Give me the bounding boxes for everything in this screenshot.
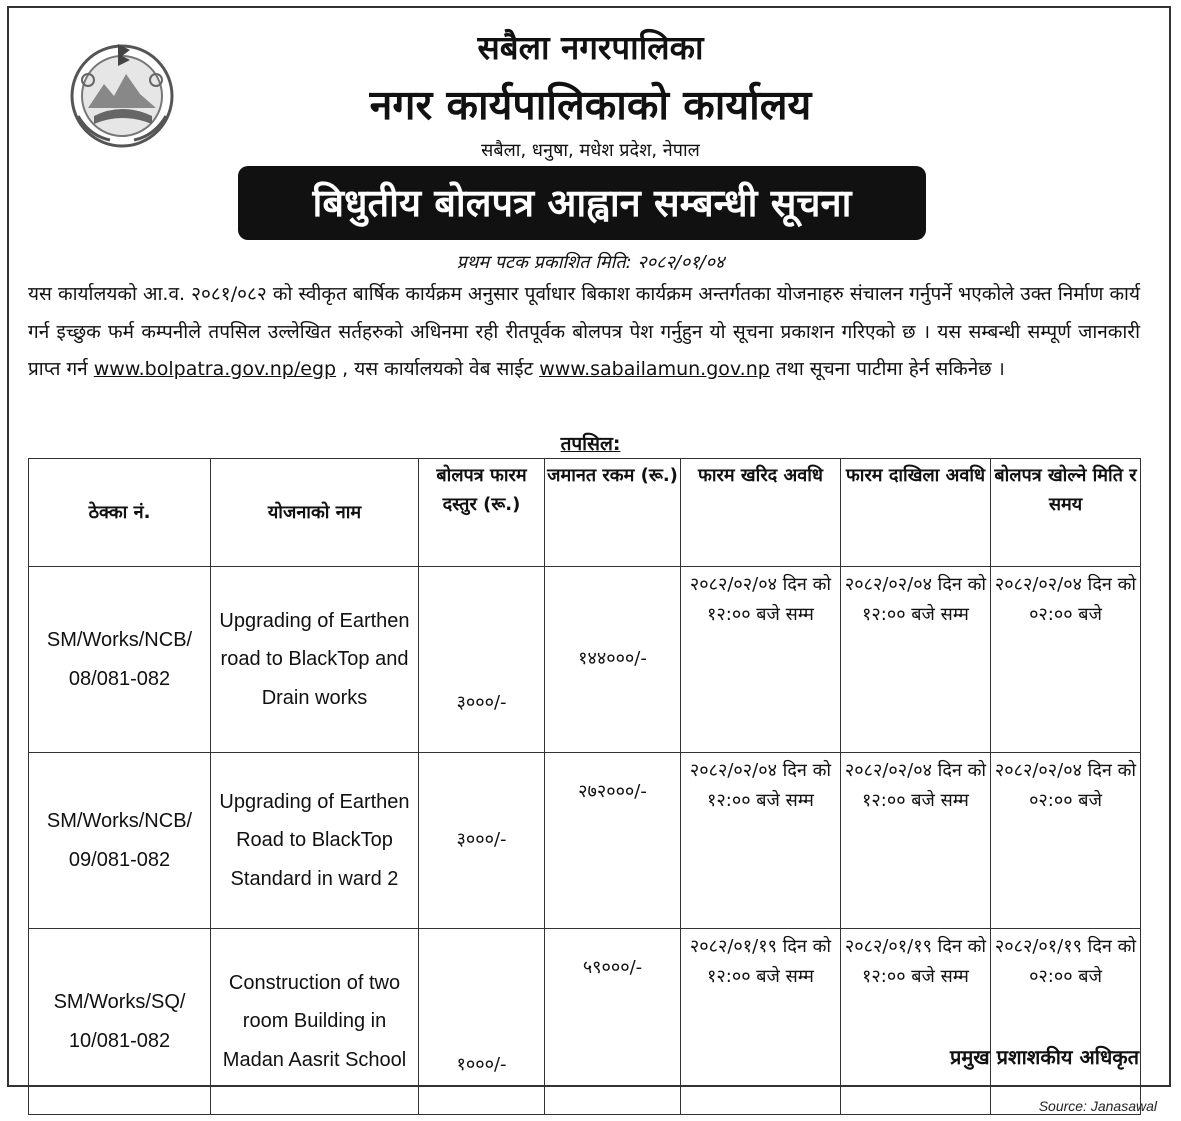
table-row	[29, 567, 1141, 753]
purchase-cell: २०८२/०२/०४ दिन को १२:०० बजे सम्म	[681, 567, 841, 753]
deposit-cell: १४४०००/-	[545, 567, 681, 753]
col-header-submission: फारम दाखिला अवधि	[841, 459, 991, 567]
fee-cell: ३०००/-	[419, 567, 545, 753]
publish-date: प्रथम पटक प्रकाशित मिति: २०८२/०१/०४	[456, 252, 725, 273]
office-address: सबैला, धनुषा, मधेश प्रदेश, नेपाल	[481, 140, 700, 161]
table-header-row	[29, 459, 1141, 567]
purchase-cell: २०८२/०१/१९ दिन को १२:०० बजे सम्म	[681, 929, 841, 1115]
submission-cell: २०८२/०२/०४ दिन को १२:०० बजे सम्म	[841, 753, 991, 929]
col-header-project: योजनाको नाम	[211, 459, 419, 567]
contract-no-cell: SM/Works/NCB/ 09/081-082	[29, 753, 211, 929]
office-name: नगर कार्यपालिकाको कार्यालय	[369, 81, 812, 129]
submission-cell: २०८२/०२/०४ दिन को १२:०० बजे सम्म	[841, 567, 991, 753]
deposit-cell: २७२०००/-	[545, 753, 681, 929]
paragraph-text-2: , यस कार्यालयको वेब साईट	[342, 358, 534, 380]
col-header-purchase: फारम खरिद अवधि	[681, 459, 841, 567]
website-link[interactable]: www.sabailamun.gov.np	[539, 358, 770, 380]
fee-cell: ३०००/-	[419, 753, 545, 929]
opening-cell: २०८२/०२/०४ दिन को ०२:०० बजे	[991, 753, 1141, 929]
project-cell: Construction of two room Building in Madan Aasrit School	[211, 929, 419, 1115]
submission-cell: २०८२/०१/१९ दिन को १२:०० बजे सम्म	[841, 929, 991, 1115]
table-row	[29, 929, 1141, 1115]
municipality-name: सबैला नगरपालिका	[477, 28, 704, 67]
paragraph-text-1: यस कार्यालयको आ.व. २०८१/०८२ को स्वीकृत बार्षिक कार्यक्रम अनुसार पूर्वाधार बिकाश कार्यक्रम अन्तर्गतका योजनाहरु संचालन गर्नुपर्ने भएकोले उक्त निर्माण कार्य गर्न इच्छुक फर्म कम्पनीले तपसिल उल्लेखित सर्तहरुको अधिनमा रही रीतपूर्वक बोलपत्र पेश गर्नुहुन यो सूचना प्रकाशन गरिएको छ । यस सम्बन्धी सम्पूर्ण जानकारी प्राप्त गर्न	[28, 283, 1140, 380]
project-cell: Upgrading of Earthen road to BlackTop and Drain works	[211, 567, 419, 753]
col-header-contract-no: ठेक्का नं.	[29, 459, 211, 567]
table-row	[29, 753, 1141, 929]
signatory: प्रमुख प्रशाशकीय अधिकृत	[949, 1045, 1139, 1069]
purchase-cell: २०८२/०२/०४ दिन को १२:०० बजे सम्म	[681, 753, 841, 929]
fee-cell: १०००/-	[419, 929, 545, 1115]
col-header-fee: बोलपत्र फारम दस्तुर (रू.)	[419, 459, 545, 567]
col-header-deposit: जमानत रकम (रू.)	[545, 459, 681, 567]
notice-title: बिधुतीय बोलपत्र आह्वान सम्बन्धी सूचना	[238, 166, 926, 240]
opening-cell: २०८२/०१/१९ दिन को ०२:०० बजे	[991, 929, 1141, 1115]
contract-no-cell: SM/Works/SQ/ 10/081-082	[29, 929, 211, 1115]
contract-no-cell: SM/Works/NCB/ 08/081-082	[29, 567, 211, 753]
opening-cell: २०८२/०२/०४ दिन को ०२:०० बजे	[991, 567, 1141, 753]
notice-paragraph	[28, 276, 1140, 389]
source-credit: Source: Janasawal	[1038, 1098, 1157, 1114]
col-header-opening: बोलपत्र खोल्ने मिति र समय	[991, 459, 1141, 567]
tender-table	[28, 458, 1141, 1115]
project-cell: Upgrading of Earthen Road to BlackTop Standard in ward 2	[211, 753, 419, 929]
bolpatra-link[interactable]: www.bolpatra.gov.np/egp	[93, 358, 337, 380]
table-label: तपसिल:	[560, 433, 621, 455]
deposit-cell: ५९०००/-	[545, 929, 681, 1115]
paragraph-text-3: तथा सूचना पाटीमा हेर्न सकिनेछ ।	[775, 358, 1005, 380]
